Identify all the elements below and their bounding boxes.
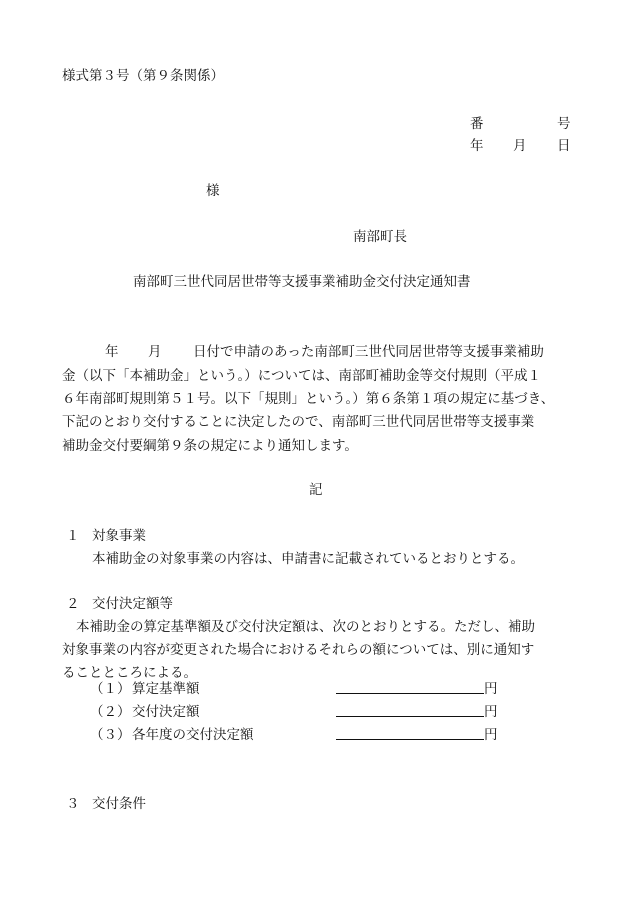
item-1-blank-line [336,679,484,696]
item-3-label: 各年度の交付決定額 [132,727,254,743]
section3-heading: 交付条件 [92,796,146,812]
item-2-label: 交付決定額 [132,704,200,720]
section2-body-line3: ることところによる。 [62,665,197,681]
date-day-label: 日 [557,138,571,154]
intro-line2: 金（以下「本補助金」という。）については、南部町補助金等交付規則（平成１ [62,368,541,384]
item-3-unit: 円 [484,727,498,743]
document-title: 南部町三世代同居世帯等支援事業補助金交付決定通知書 [133,274,471,290]
addressee-suffix: 様 [206,183,220,199]
section1-number: １ [66,528,80,544]
intro-line3: ６年南部町規則第５１号。以下「規則」という。）第６条第１項の規定に基づき、 [62,391,555,407]
item-3-blank-line [336,725,484,742]
number-label-right: 号 [557,116,571,132]
intro-line4: 下記のとおり交付することに決定したので、南部町三世代同居世帯等支援事業 [62,414,535,430]
intro-line5: 補助金交付要綱第９条の規定により通知します。 [62,438,358,454]
ki-marker: 記 [309,482,323,498]
section3-number: ３ [66,796,80,812]
item-2-unit: 円 [484,704,498,720]
intro-month: 月 [148,344,162,360]
intro-year: 年 [105,344,119,360]
item-1-number: （１） [90,681,131,697]
form-label: 様式第３号（第９条関係） [62,68,224,84]
section2-heading: 交付決定額等 [92,596,173,612]
section1-heading: 対象事業 [92,528,146,544]
section2-number: ２ [66,596,80,612]
section1-body: 本補助金の対象事業の内容は、申請書に記載されているとおりとする。 [92,551,524,567]
item-2-blank-line [336,702,484,719]
section2-body-line1: 本補助金の算定基準額及び交付決定額は、次のとおりとする。ただし、補助 [76,619,535,635]
number-label-left: 番 [470,116,484,132]
item-1-unit: 円 [484,681,498,697]
item-1-label: 算定基準額 [132,681,200,697]
issuer-name: 南部町長 [353,229,407,245]
date-year-label: 年 [470,138,484,154]
item-2-number: （２） [90,704,131,720]
item-3-number: （３） [90,727,131,743]
intro-line1: 日付で申請のあった南部町三世代同居世帯等支援事業補助 [193,344,544,360]
date-month-label: 月 [513,138,527,154]
section2-body-line2: 対象事業の内容が変更された場合におけるそれらの額については、別に通知す [62,642,535,658]
